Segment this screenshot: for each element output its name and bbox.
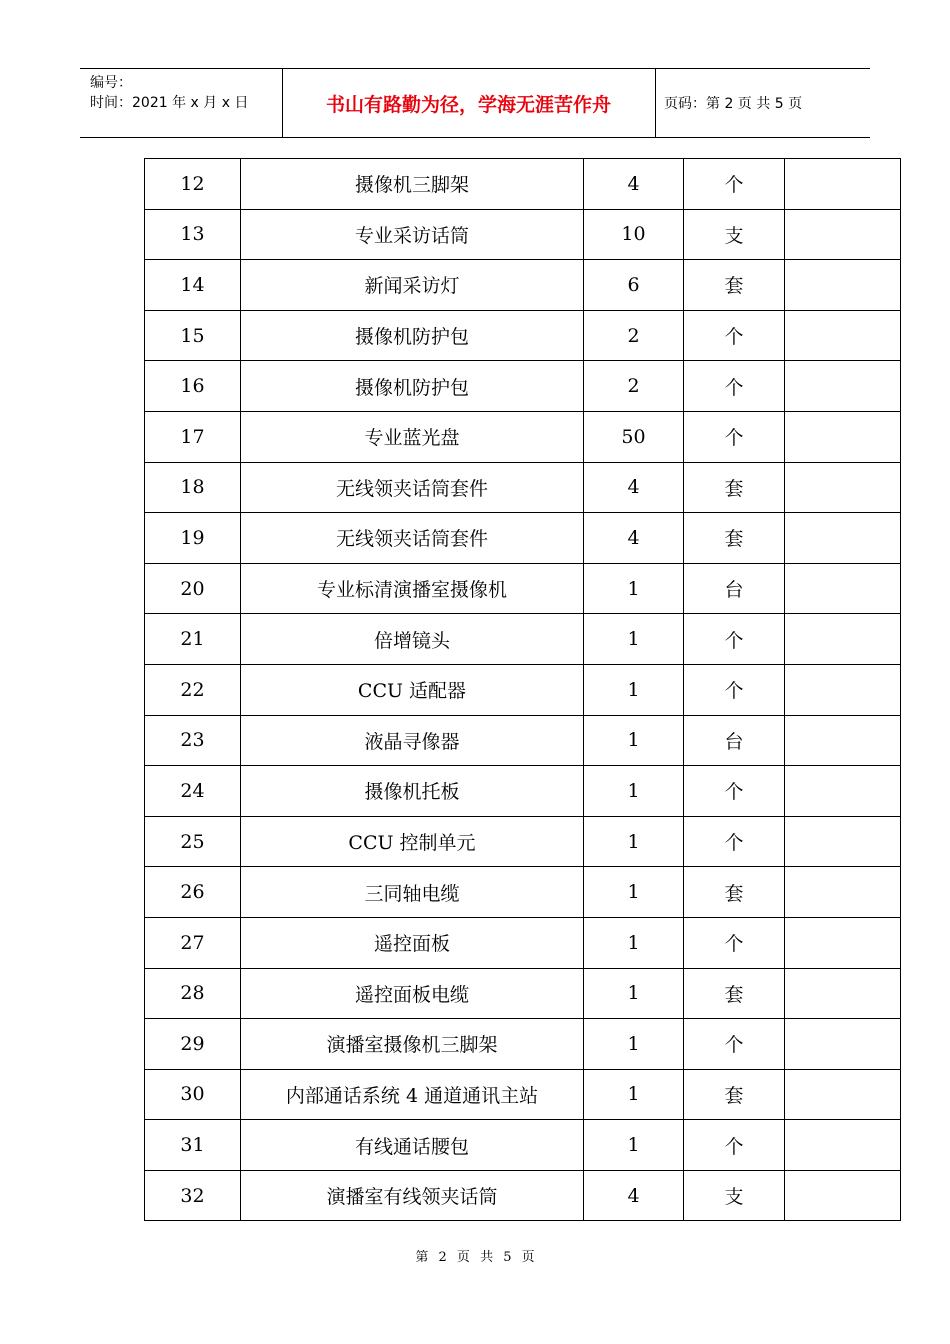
item-name-cell: 有线通话腰包: [241, 1120, 584, 1171]
table-row: [145, 917, 901, 968]
item-unit-cell: 个: [684, 664, 785, 715]
item-unit-cell: 套: [684, 462, 785, 513]
item-quantity-cell: 1: [584, 1120, 684, 1171]
item-quantity-cell: 50: [584, 411, 684, 462]
item-name-cell: 三同轴电缆: [241, 867, 584, 918]
item-number-cell: 15: [145, 310, 241, 361]
item-remark-cell: [785, 968, 901, 1019]
item-unit-cell: 个: [684, 816, 785, 867]
item-number-cell: 18: [145, 462, 241, 513]
item-name-cell: 摄像机三脚架: [241, 159, 584, 210]
table-row: [145, 1019, 901, 1070]
page-footer: [0, 1246, 950, 1265]
table-row: [145, 766, 901, 817]
item-quantity-cell: 1: [584, 867, 684, 918]
item-remark-cell: [785, 917, 901, 968]
item-unit-cell: 套: [684, 867, 785, 918]
document-time-label: 时间：2021 年 x 月 x 日: [90, 95, 249, 111]
page-header: [80, 68, 870, 138]
item-unit-cell: 套: [684, 968, 785, 1019]
table-row: [145, 816, 901, 867]
item-remark-cell: [785, 1069, 901, 1120]
item-remark-cell: [785, 816, 901, 867]
equipment-table-body: [145, 159, 901, 1221]
table-row: [145, 411, 901, 462]
table-row: [145, 1170, 901, 1221]
equipment-table: [144, 158, 901, 1221]
table-row: [145, 361, 901, 412]
item-unit-cell: 个: [684, 614, 785, 665]
item-number-cell: 23: [145, 715, 241, 766]
item-unit-cell: 个: [684, 1019, 785, 1070]
item-number-cell: 14: [145, 260, 241, 311]
item-quantity-cell: 2: [584, 361, 684, 412]
item-remark-cell: [785, 1170, 901, 1221]
item-quantity-cell: 1: [584, 917, 684, 968]
item-quantity-cell: 10: [584, 209, 684, 260]
item-unit-cell: 套: [684, 1069, 785, 1120]
item-name-cell: 专业蓝光盘: [241, 411, 584, 462]
item-unit-cell: 支: [684, 1170, 785, 1221]
item-number-cell: 30: [145, 1069, 241, 1120]
item-name-cell: 摄像机托板: [241, 766, 584, 817]
item-remark-cell: [785, 715, 901, 766]
table-row: [145, 563, 901, 614]
item-unit-cell: 个: [684, 361, 785, 412]
table-row: [145, 1120, 901, 1171]
item-name-cell: CCU 控制单元: [241, 816, 584, 867]
item-remark-cell: [785, 361, 901, 412]
item-name-cell: 无线领夹话筒套件: [241, 462, 584, 513]
header-divider: [655, 69, 656, 137]
footer-page-prefix: 第: [415, 1250, 429, 1265]
item-name-cell: CCU 适配器: [241, 664, 584, 715]
table-row: [145, 260, 901, 311]
item-quantity-cell: 1: [584, 614, 684, 665]
table-row: [145, 310, 901, 361]
item-number-cell: 20: [145, 563, 241, 614]
item-number-cell: 17: [145, 411, 241, 462]
item-remark-cell: [785, 310, 901, 361]
table-row: [145, 209, 901, 260]
item-remark-cell: [785, 664, 901, 715]
item-unit-cell: 套: [684, 513, 785, 564]
item-quantity-cell: 2: [584, 310, 684, 361]
item-name-cell: 无线领夹话筒套件: [241, 513, 584, 564]
item-quantity-cell: 4: [584, 1170, 684, 1221]
item-number-cell: 32: [145, 1170, 241, 1221]
item-remark-cell: [785, 1019, 901, 1070]
item-quantity-cell: 1: [584, 563, 684, 614]
item-quantity-cell: 1: [584, 968, 684, 1019]
item-quantity-cell: 1: [584, 1069, 684, 1120]
item-name-cell: 内部通话系统 4 通道通讯主站: [241, 1069, 584, 1120]
item-number-cell: 16: [145, 361, 241, 412]
item-remark-cell: [785, 159, 901, 210]
document-number-label: 编号：: [90, 75, 132, 91]
item-name-cell: 专业标清演播室摄像机: [241, 563, 584, 614]
footer-total-pages: 5: [503, 1250, 512, 1265]
table-row: [145, 867, 901, 918]
item-name-cell: 演播室有线领夹话筒: [241, 1170, 584, 1221]
item-unit-cell: 个: [684, 411, 785, 462]
item-name-cell: 专业采访话筒: [241, 209, 584, 260]
item-remark-cell: [785, 260, 901, 311]
item-unit-cell: 个: [684, 310, 785, 361]
item-quantity-cell: 6: [584, 260, 684, 311]
item-remark-cell: [785, 766, 901, 817]
item-unit-cell: 台: [684, 715, 785, 766]
item-quantity-cell: 1: [584, 766, 684, 817]
item-quantity-cell: 1: [584, 816, 684, 867]
item-number-cell: 26: [145, 867, 241, 918]
item-number-cell: 19: [145, 513, 241, 564]
item-name-cell: 演播室摄像机三脚架: [241, 1019, 584, 1070]
item-number-cell: 25: [145, 816, 241, 867]
item-unit-cell: 支: [684, 209, 785, 260]
item-quantity-cell: 4: [584, 513, 684, 564]
item-remark-cell: [785, 209, 901, 260]
item-name-cell: 摄像机防护包: [241, 310, 584, 361]
item-remark-cell: [785, 614, 901, 665]
table-row: [145, 513, 901, 564]
footer-total-prefix: 共: [480, 1250, 494, 1265]
item-number-cell: 13: [145, 209, 241, 260]
item-quantity-cell: 1: [584, 715, 684, 766]
item-unit-cell: 个: [684, 1120, 785, 1171]
item-name-cell: 液晶寻像器: [241, 715, 584, 766]
item-remark-cell: [785, 513, 901, 564]
item-quantity-cell: 4: [584, 462, 684, 513]
item-name-cell: 遥控面板: [241, 917, 584, 968]
item-remark-cell: [785, 867, 901, 918]
table-row: [145, 614, 901, 665]
header-motto: 书山有路勤为径，学海无涯苦作舟: [325, 93, 611, 116]
table-row: [145, 159, 901, 210]
table-row: [145, 715, 901, 766]
item-remark-cell: [785, 1120, 901, 1171]
item-remark-cell: [785, 462, 901, 513]
item-remark-cell: [785, 563, 901, 614]
item-number-cell: 28: [145, 968, 241, 1019]
table-row: [145, 664, 901, 715]
table-row: [145, 462, 901, 513]
item-unit-cell: 台: [684, 563, 785, 614]
item-unit-cell: 套: [684, 260, 785, 311]
item-name-cell: 新闻采访灯: [241, 260, 584, 311]
table-row: [145, 968, 901, 1019]
item-number-cell: 31: [145, 1120, 241, 1171]
item-number-cell: 27: [145, 917, 241, 968]
item-quantity-cell: 1: [584, 1019, 684, 1070]
item-quantity-cell: 4: [584, 159, 684, 210]
item-number-cell: 29: [145, 1019, 241, 1070]
footer-page-word: 页: [456, 1250, 470, 1265]
item-unit-cell: 个: [684, 917, 785, 968]
item-unit-cell: 个: [684, 766, 785, 817]
item-name-cell: 倍增镜头: [241, 614, 584, 665]
item-name-cell: 遥控面板电缆: [241, 968, 584, 1019]
item-name-cell: 摄像机防护包: [241, 361, 584, 412]
item-number-cell: 21: [145, 614, 241, 665]
table-row: [145, 1069, 901, 1120]
item-unit-cell: 个: [684, 159, 785, 210]
header-meta: [90, 73, 248, 113]
item-remark-cell: [785, 411, 901, 462]
item-number-cell: 12: [145, 159, 241, 210]
item-number-cell: 24: [145, 766, 241, 817]
item-quantity-cell: 1: [584, 664, 684, 715]
item-number-cell: 22: [145, 664, 241, 715]
header-page-info: 页码：第 2 页 共 5 页: [664, 96, 803, 112]
footer-page-number: 2: [438, 1250, 447, 1265]
footer-total-word: 页: [521, 1250, 535, 1265]
